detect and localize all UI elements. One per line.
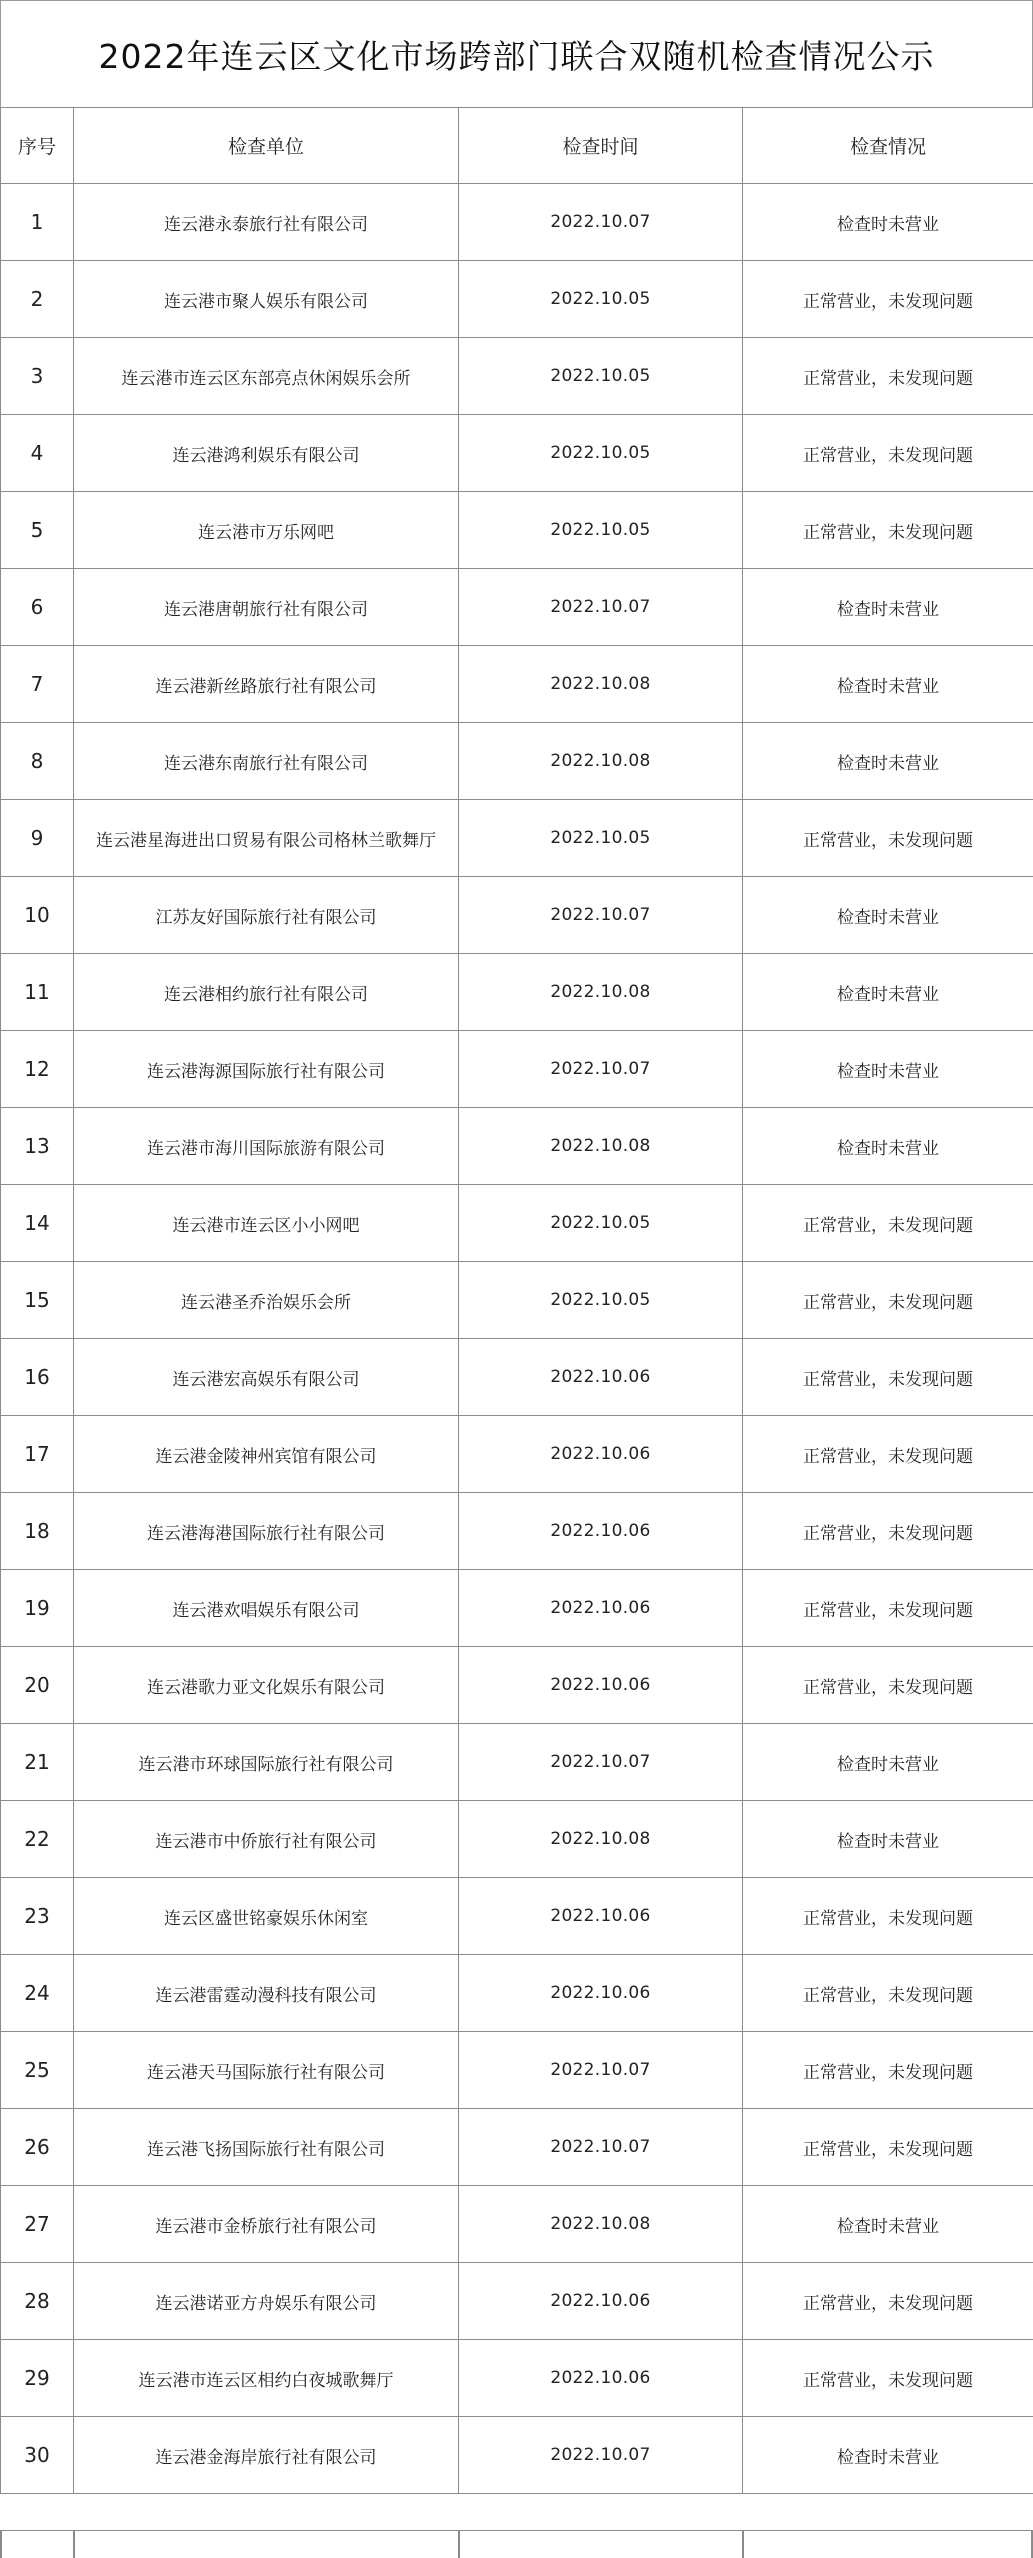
- table-body: [1, 184, 1033, 2494]
- row-number-cell: 1: [1, 184, 74, 261]
- table-row: [1, 1955, 1033, 2032]
- table-row: [1, 800, 1033, 877]
- row-number-cell: 15: [1, 1262, 74, 1339]
- inspected-unit-cell: 连云港相约旅行社有限公司: [74, 954, 459, 1031]
- inspection-date-cell: 2022.10.05: [459, 492, 743, 569]
- inspected-unit-cell: 连云港市环球国际旅行社有限公司: [74, 1724, 459, 1801]
- inspection-date-cell: 2022.10.07: [459, 1031, 743, 1108]
- inspection-result-cell: 正常营业，未发现问题: [743, 261, 1033, 338]
- inspection-result-cell: 正常营业，未发现问题: [743, 338, 1033, 415]
- row-number-cell: 3: [1, 338, 74, 415]
- inspection-date-cell: 2022.10.05: [459, 261, 743, 338]
- inspected-unit-cell: 连云港市聚人娱乐有限公司: [74, 261, 459, 338]
- table-row: [1, 1493, 1033, 1570]
- inspected-unit-cell: 连云港飞扬国际旅行社有限公司: [74, 2109, 459, 2186]
- header-date: 检查时间: [459, 108, 743, 184]
- inspected-unit-cell: 连云港市中侨旅行社有限公司: [74, 1801, 459, 1878]
- table-row: [1, 954, 1033, 1031]
- table-row: [1, 415, 1033, 492]
- page-title: 2022年连云区文化市场跨部门联合双随机检查情况公示: [0, 0, 1033, 107]
- table-row: [1, 569, 1033, 646]
- table-row: [1, 1724, 1033, 1801]
- header-no: 序号: [1, 108, 74, 184]
- table-row: [1, 492, 1033, 569]
- inspection-table: [0, 107, 1033, 2494]
- row-number-cell: 30: [1, 2417, 74, 2494]
- row-number-cell: 29: [1, 2340, 74, 2417]
- inspection-date-cell: 2022.10.06: [459, 1647, 743, 1724]
- inspection-result-cell: 正常营业，未发现问题: [743, 1647, 1033, 1724]
- inspected-unit-cell: 连云港市金桥旅行社有限公司: [74, 2186, 459, 2263]
- row-number-cell: 7: [1, 646, 74, 723]
- table-row: [1, 1878, 1033, 1955]
- inspected-unit-cell: 连云港诺亚方舟娱乐有限公司: [74, 2263, 459, 2340]
- row-number-cell: 20: [1, 1647, 74, 1724]
- inspection-result-cell: 检查时未营业: [743, 1031, 1033, 1108]
- row-number-cell: 11: [1, 954, 74, 1031]
- inspection-result-cell: 正常营业，未发现问题: [743, 1955, 1033, 2032]
- inspection-date-cell: 2022.10.07: [459, 184, 743, 261]
- table-row: [1, 723, 1033, 800]
- inspection-result-cell: 正常营业，未发现问题: [743, 2109, 1033, 2186]
- inspection-result-cell: 检查时未营业: [743, 646, 1033, 723]
- inspection-result-cell: 检查时未营业: [743, 569, 1033, 646]
- inspection-date-cell: 2022.10.05: [459, 415, 743, 492]
- inspected-unit-cell: 连云港市万乐网吧: [74, 492, 459, 569]
- table-row: [1, 2109, 1033, 2186]
- table-row: [1, 184, 1033, 261]
- row-number-cell: 21: [1, 1724, 74, 1801]
- inspection-date-cell: 2022.10.06: [459, 1416, 743, 1493]
- table-row: [1, 338, 1033, 415]
- table-row: [1, 877, 1033, 954]
- inspection-result-cell: 正常营业，未发现问题: [743, 2032, 1033, 2109]
- table-row: [1, 2340, 1033, 2417]
- inspection-result-cell: 正常营业，未发现问题: [743, 2340, 1033, 2417]
- inspection-date-cell: 2022.10.05: [459, 800, 743, 877]
- inspected-unit-cell: 连云港海港国际旅行社有限公司: [74, 1493, 459, 1570]
- row-number-cell: 24: [1, 1955, 74, 2032]
- inspection-result-cell: 正常营业，未发现问题: [743, 800, 1033, 877]
- inspected-unit-cell: 连云港市海川国际旅游有限公司: [74, 1108, 459, 1185]
- inspection-result-cell: 检查时未营业: [743, 877, 1033, 954]
- inspected-unit-cell: 连云港雷霆动漫科技有限公司: [74, 1955, 459, 2032]
- inspected-unit-cell: 江苏友好国际旅行社有限公司: [74, 877, 459, 954]
- inspection-date-cell: 2022.10.07: [459, 2032, 743, 2109]
- row-number-cell: 28: [1, 2263, 74, 2340]
- inspection-result-cell: 正常营业，未发现问题: [743, 1493, 1033, 1570]
- table-row: [1, 1262, 1033, 1339]
- inspection-result-cell: 正常营业，未发现问题: [743, 1262, 1033, 1339]
- inspection-date-cell: 2022.10.06: [459, 1878, 743, 1955]
- continuation-rule: [1031, 2531, 1033, 2558]
- inspected-unit-cell: 连云港宏高娱乐有限公司: [74, 1339, 459, 1416]
- inspected-unit-cell: 连云港市连云区东部亮点休闲娱乐会所: [74, 338, 459, 415]
- inspection-date-cell: 2022.10.07: [459, 569, 743, 646]
- table-row: [1, 2186, 1033, 2263]
- row-number-cell: 26: [1, 2109, 74, 2186]
- inspection-date-cell: 2022.10.08: [459, 954, 743, 1031]
- inspection-result-cell: 检查时未营业: [743, 2186, 1033, 2263]
- table-row: [1, 2032, 1033, 2109]
- inspected-unit-cell: 连云港歌力亚文化娱乐有限公司: [74, 1647, 459, 1724]
- row-number-cell: 13: [1, 1108, 74, 1185]
- inspection-date-cell: 2022.10.06: [459, 1570, 743, 1647]
- inspected-unit-cell: 连云港东南旅行社有限公司: [74, 723, 459, 800]
- inspection-date-cell: 2022.10.06: [459, 1493, 743, 1570]
- inspection-result-cell: 正常营业，未发现问题: [743, 1339, 1033, 1416]
- inspection-date-cell: 2022.10.07: [459, 2109, 743, 2186]
- header-unit: 检查单位: [74, 108, 459, 184]
- inspected-unit-cell: 连云港星海进出口贸易有限公司格林兰歌舞厅: [74, 800, 459, 877]
- row-number-cell: 9: [1, 800, 74, 877]
- table-row: [1, 1108, 1033, 1185]
- inspection-date-cell: 2022.10.06: [459, 1339, 743, 1416]
- row-number-cell: 12: [1, 1031, 74, 1108]
- row-number-cell: 14: [1, 1185, 74, 1262]
- table-row: [1, 646, 1033, 723]
- table-row: [1, 2417, 1033, 2494]
- inspected-unit-cell: 连云港唐朝旅行社有限公司: [74, 569, 459, 646]
- inspected-unit-cell: 连云港鸿利娱乐有限公司: [74, 415, 459, 492]
- table-row: [1, 1416, 1033, 1493]
- row-number-cell: 18: [1, 1493, 74, 1570]
- inspected-unit-cell: 连云港圣乔治娱乐会所: [74, 1262, 459, 1339]
- row-number-cell: 6: [1, 569, 74, 646]
- inspected-unit-cell: 连云区盛世铭豪娱乐休闲室: [74, 1878, 459, 1955]
- inspection-result-cell: 正常营业，未发现问题: [743, 2263, 1033, 2340]
- table-row: [1, 261, 1033, 338]
- inspection-date-cell: 2022.10.06: [459, 2340, 743, 2417]
- inspection-result-cell: 正常营业，未发现问题: [743, 1185, 1033, 1262]
- inspection-result-cell: 检查时未营业: [743, 1801, 1033, 1878]
- inspection-date-cell: 2022.10.05: [459, 1185, 743, 1262]
- row-number-cell: 2: [1, 261, 74, 338]
- inspection-date-cell: 2022.10.07: [459, 1724, 743, 1801]
- inspected-unit-cell: 连云港金海岸旅行社有限公司: [74, 2417, 459, 2494]
- table-row: [1, 1570, 1033, 1647]
- inspection-date-cell: 2022.10.08: [459, 646, 743, 723]
- table-header-row: [1, 108, 1033, 184]
- inspection-result-cell: 检查时未营业: [743, 1108, 1033, 1185]
- inspection-date-cell: 2022.10.05: [459, 1262, 743, 1339]
- inspection-result-cell: 正常营业，未发现问题: [743, 1570, 1033, 1647]
- inspection-result-cell: 检查时未营业: [743, 1724, 1033, 1801]
- inspection-date-cell: 2022.10.08: [459, 2186, 743, 2263]
- row-number-cell: 22: [1, 1801, 74, 1878]
- inspected-unit-cell: 连云港市连云区小小网吧: [74, 1185, 459, 1262]
- header-state: 检查情况: [743, 108, 1033, 184]
- row-number-cell: 4: [1, 415, 74, 492]
- continuation-rule: [742, 2531, 744, 2558]
- row-number-cell: 25: [1, 2032, 74, 2109]
- table-row: [1, 1031, 1033, 1108]
- inspection-date-cell: 2022.10.07: [459, 2417, 743, 2494]
- row-number-cell: 8: [1, 723, 74, 800]
- continuation-rule: [73, 2531, 75, 2558]
- table-row: [1, 1647, 1033, 1724]
- row-number-cell: 16: [1, 1339, 74, 1416]
- table-row: [1, 1339, 1033, 1416]
- inspection-result-cell: 检查时未营业: [743, 2417, 1033, 2494]
- inspection-date-cell: 2022.10.08: [459, 1108, 743, 1185]
- inspection-result-cell: 正常营业，未发现问题: [743, 415, 1033, 492]
- inspection-result-cell: 正常营业，未发现问题: [743, 1878, 1033, 1955]
- row-number-cell: 10: [1, 877, 74, 954]
- inspected-unit-cell: 连云港金陵神州宾馆有限公司: [74, 1416, 459, 1493]
- inspection-date-cell: 2022.10.06: [459, 1955, 743, 2032]
- table-row: [1, 2263, 1033, 2340]
- inspection-date-cell: 2022.10.05: [459, 338, 743, 415]
- inspection-result-cell: 检查时未营业: [743, 954, 1033, 1031]
- inspection-result-cell: 正常营业，未发现问题: [743, 492, 1033, 569]
- inspection-date-cell: 2022.10.08: [459, 1801, 743, 1878]
- inspection-date-cell: 2022.10.06: [459, 2263, 743, 2340]
- inspection-result-cell: 正常营业，未发现问题: [743, 1416, 1033, 1493]
- inspected-unit-cell: 连云港市连云区相约白夜城歌舞厅: [74, 2340, 459, 2417]
- inspected-unit-cell: 连云港天马国际旅行社有限公司: [74, 2032, 459, 2109]
- continuation-rule: [458, 2531, 460, 2558]
- table-row: [1, 1801, 1033, 1878]
- table-row: [1, 1185, 1033, 1262]
- row-number-cell: 27: [1, 2186, 74, 2263]
- inspected-unit-cell: 连云港海源国际旅行社有限公司: [74, 1031, 459, 1108]
- inspection-result-cell: 检查时未营业: [743, 723, 1033, 800]
- inspection-date-cell: 2022.10.07: [459, 877, 743, 954]
- inspection-date-cell: 2022.10.08: [459, 723, 743, 800]
- continuation-rule: [0, 2531, 2, 2558]
- row-number-cell: 19: [1, 1570, 74, 1647]
- inspected-unit-cell: 连云港新丝路旅行社有限公司: [74, 646, 459, 723]
- table-continuation: [0, 2530, 1033, 2557]
- row-number-cell: 5: [1, 492, 74, 569]
- row-number-cell: 23: [1, 1878, 74, 1955]
- row-number-cell: 17: [1, 1416, 74, 1493]
- inspected-unit-cell: 连云港永泰旅行社有限公司: [74, 184, 459, 261]
- inspected-unit-cell: 连云港欢唱娱乐有限公司: [74, 1570, 459, 1647]
- inspection-result-cell: 检查时未营业: [743, 184, 1033, 261]
